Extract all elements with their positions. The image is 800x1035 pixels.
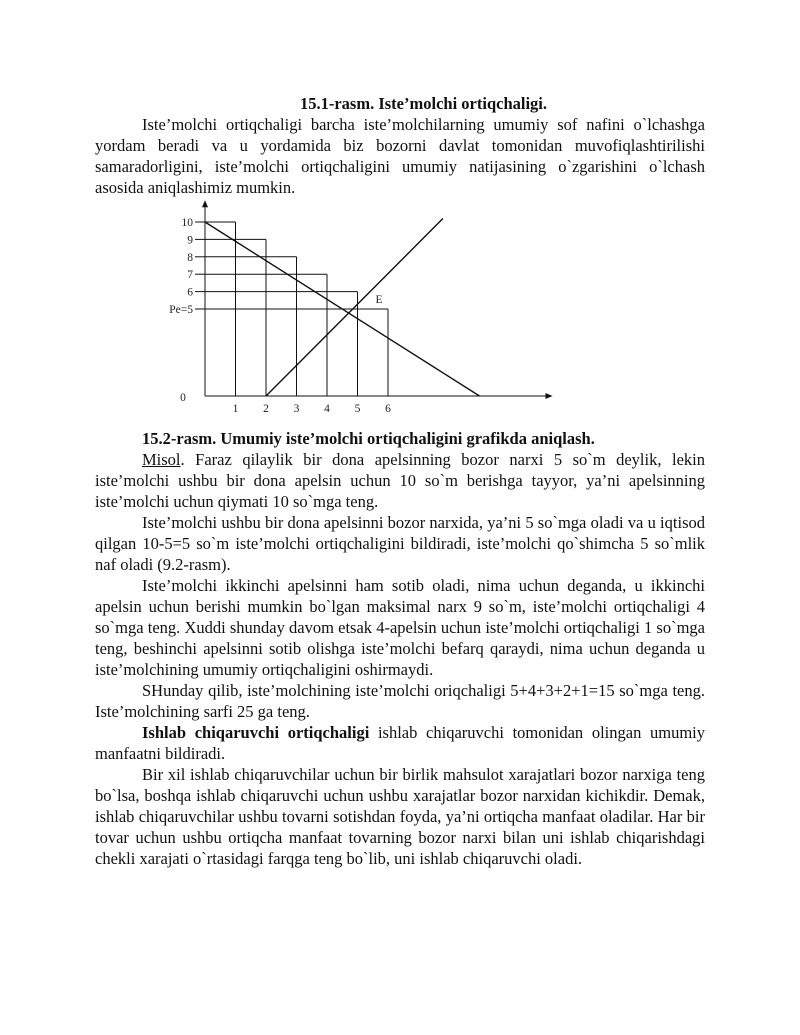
paragraph-3: Iste’molchi ushbu bir dona apelsinni bozor narxida, ya’ni 5 so`mga oladi va u iqtisod qilgan 10-5=5 so`m iste’molchi ortiqchaligini bildiradi, iste’molchi qo`shimcha 5 so`mlik naf oladi (9.2-rasm). — [95, 513, 705, 574]
x-tick-label-3: 3 — [293, 403, 300, 415]
producer-surplus-def: ishlab chiqaruvchi tomonidan olingan umumiy manfaatni bildiradi. — [95, 723, 705, 763]
x-tick-label-6: 6 — [385, 403, 391, 415]
x-tick-label-4: 4 — [324, 403, 330, 415]
supply-line — [266, 219, 443, 396]
paragraph-example — [95, 449, 705, 512]
x-tick-label-5: 5 — [354, 403, 361, 415]
x-tick-label-1: 1 — [232, 403, 239, 415]
example-text: . Faraz qilaylik bir dona apelsinning bozor narxi 5 so`m deylik, lekin iste’molchi ushbu bir dona apelsin uchun 10 so`m berishga tayyor, ya’ni apelsinning iste’molchi uchun qiymati 10 so`mga teng. — [95, 450, 705, 511]
y-tick-label-2: 9 — [187, 234, 193, 247]
y-tick-label-1: 10 — [181, 217, 193, 229]
producer-surplus-term: Ishlab chiqaruvchi ortiqchaligi — [142, 723, 370, 742]
figure-2-caption: 15.2-rasm. Umumiy iste’molchi ortiqchaligini grafikda aniqlash. — [142, 429, 595, 448]
paragraph-producer-surplus — [95, 722, 705, 764]
y-tick-label-4: 7 — [187, 269, 193, 282]
example-label: Misol — [142, 450, 181, 469]
chart-svg — [95, 198, 705, 428]
paragraph-4: Iste’molchi ikkinchi apelsinni ham sotib oladi, nima uchun deganda, u ikkinchi apelsin uchun berishi mumkin bo`lgan maksimal narx 9 so`m, iste’molchi ortiqchaligi 4 so`mga teng. Xuddi shunday davom etsak 4-apelsin uchun iste’molchi ortiqchaligi 1 so`mga teng, beshinchi apelsinni sotib olishga iste’molchi befarq qaraydi, nima uchun deganda u iste’molchining umumiy ortiqchaligini oshirmaydi. — [95, 576, 705, 679]
y-tick-label-6: Pe=5 — [169, 304, 193, 316]
x-tick-label-2: 2 — [263, 403, 269, 415]
equilibrium-label: E — [375, 294, 383, 306]
y-tick-label-3: 8 — [187, 251, 193, 264]
consumer-surplus-chart — [95, 198, 705, 428]
paragraph-5: SHunday qilib, iste’molchining iste’molchi oriqchaligi 5+4+3+2+1=15 so`mga teng. Iste’molchining sarfi 25 ga teng. — [95, 681, 705, 721]
figure-1-caption: 15.1-rasm. Iste’molchi ortiqchaligi. — [299, 94, 547, 113]
y-tick-label-5: 6 — [187, 286, 193, 299]
page-content — [95, 93, 705, 869]
paragraph-7: Bir xil ishlab chiqaruvchilar uchun bir birlik mahsulot xarajatlari bozor narxiga teng bo`lsa, boshqa ishlab chiqaruvchi uchun ushbu xarajatlar bozor narxidan kichikdir. Demak, ishlab chiqaruvchilar ushbu tovarni sotishdan foyda, ya’ni ortiqcha manfaat oladilar. Har bir tovar uchun ushbu ortiqcha manfaat tovarning bozor narxi bilan uni ishlab chiqarishdagi chekli xarajati o`rtasidagi farqga teng bo`lib, uni ishlab chiqaruvchi oladi. — [95, 765, 705, 868]
origin-label: 0 — [180, 392, 186, 404]
paragraph-1: Iste’molchi ortiqchaligi barcha iste’molchilarning umumiy sof nafini o`lchashga yordam beradi va u yordamida biz bozorni davlat tomonidan muvofiqlashtirilishi samaradorligini, iste’molchi ortiqchaligini umumiy natijasining o`zgarishini o`lchash asosida aniqlashimiz mumkin. — [95, 115, 705, 197]
